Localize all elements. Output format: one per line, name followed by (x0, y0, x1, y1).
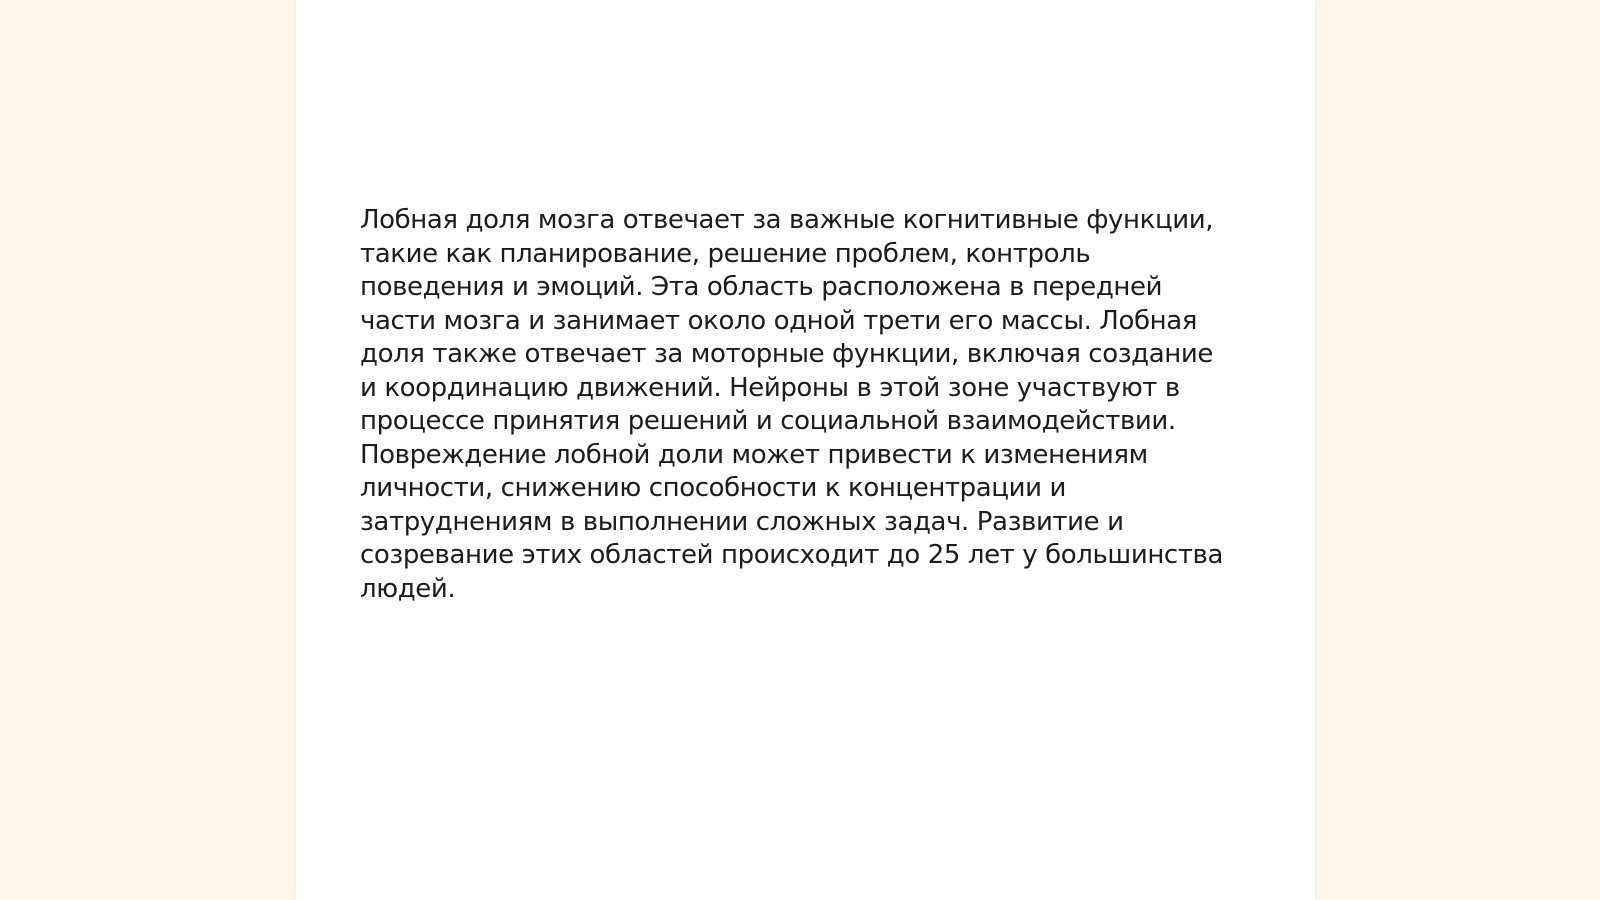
paragraph-line: такие как планирование, решение проблем, контроль (360, 238, 1091, 269)
paragraph-line: доля также отвечает за моторные функции, включая создание (360, 339, 1213, 369)
paragraph-line: личности, снижению способности к концентрации и (360, 473, 1066, 503)
paragraph-line: затруднениям в выполнении сложных задач. Развитие и (360, 506, 1124, 537)
paragraph-line: и координацию движений. Нейроны в этой зоне участвуют в (360, 372, 1180, 403)
paragraph-line: части мозга и занимает около одной трети его массы. Лобная (360, 305, 1197, 336)
paragraph-line: Повреждение лобной доли может привести к изменениям (360, 439, 1148, 470)
paragraph (360, 204, 1250, 606)
paragraph-line: поведения и эмоций. Эта область расположена в передней (360, 272, 1163, 302)
paragraph-line: людей. (360, 573, 456, 604)
paragraph-line: Лобная доля мозга отвечает за важные когнитивные функции, (360, 205, 1214, 235)
paragraph-line: созревание этих областей происходит до 25 лет у большинства (360, 540, 1224, 570)
paragraph-line: процессе принятия решений и социальной взаимодействии. (360, 406, 1176, 436)
